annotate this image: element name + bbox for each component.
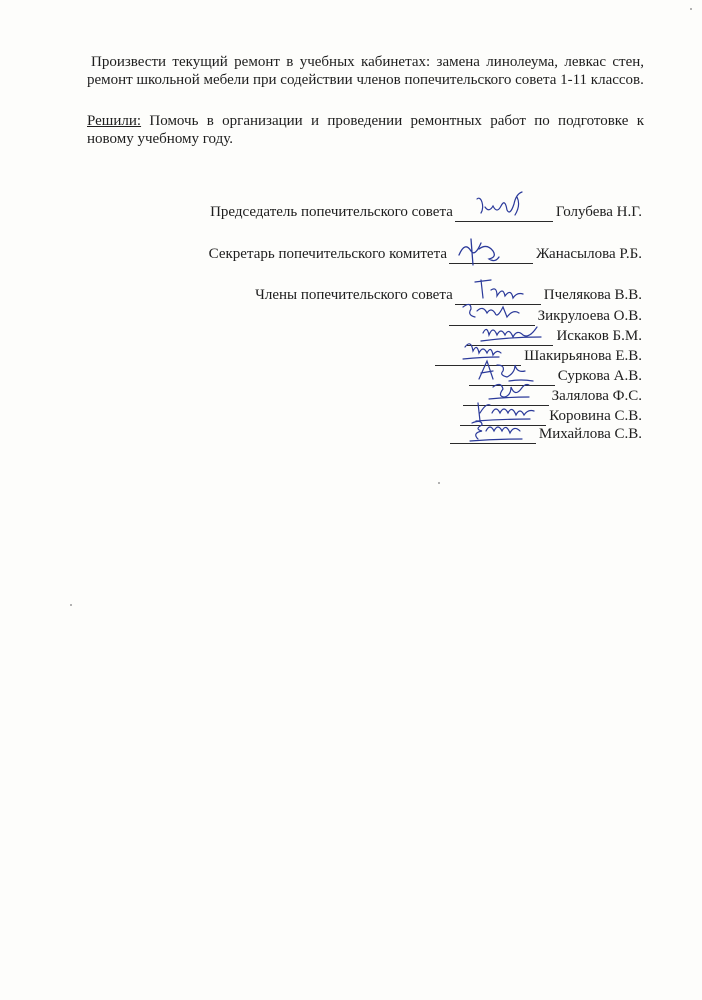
signature-row-member-8 [448,424,642,444]
signature-name-member-6: Залялова Ф.С. [551,388,642,404]
signature-name-member-2: Зикрулоева О.В. [537,308,642,324]
signature-name-member-4: Шакирьянова Е.В. [524,348,642,364]
decision-text: Помочь в организации и проведении ремонтных работ по подготовке к новому учебному году. [87,113,644,147]
signature-line-member-8 [450,425,536,444]
decision-label: Решили: [87,113,142,129]
paragraph-decision [87,113,644,148]
signature-name-secretary: Жанасылова Р.Б. [535,246,642,262]
signature-row-chair [210,202,642,222]
signature-name-member-8: Михайлова С.В. [538,426,642,442]
signature-name-member-5: Суркова А.В. [557,368,642,384]
handwritten-signature-member-8 [450,415,536,445]
signature-title-members: Члены попечительского совета [255,287,453,303]
paper-speck [690,8,692,10]
signature-title-secretary: Секретарь попечительского комитета [208,246,447,262]
signature-title-chair: Председатель попечительского совета [210,204,453,220]
paragraph-repair: Произвести текущий ремонт в учебных кабинетах: замена линолеума, левкас стен, ремонт школьной мебели при содействии членов попечительского совета 1-11 классов. [87,54,644,88]
paper-speck [70,604,72,606]
paper-speck [438,482,440,484]
signature-line-chair [455,203,553,222]
signature-name-chair: Голубева Н.Г. [555,204,642,220]
signature-name-member-1: Пчелякова В.В. [543,287,642,303]
handwritten-signature-secretary [449,235,533,265]
signature-line-secretary [449,245,533,264]
signature-row-secretary [209,244,642,264]
handwritten-signature-chair [455,193,553,223]
signature-name-member-3: Искаков Б.М. [556,328,642,344]
signature-name-member-7: Коровина С.В. [549,408,642,424]
